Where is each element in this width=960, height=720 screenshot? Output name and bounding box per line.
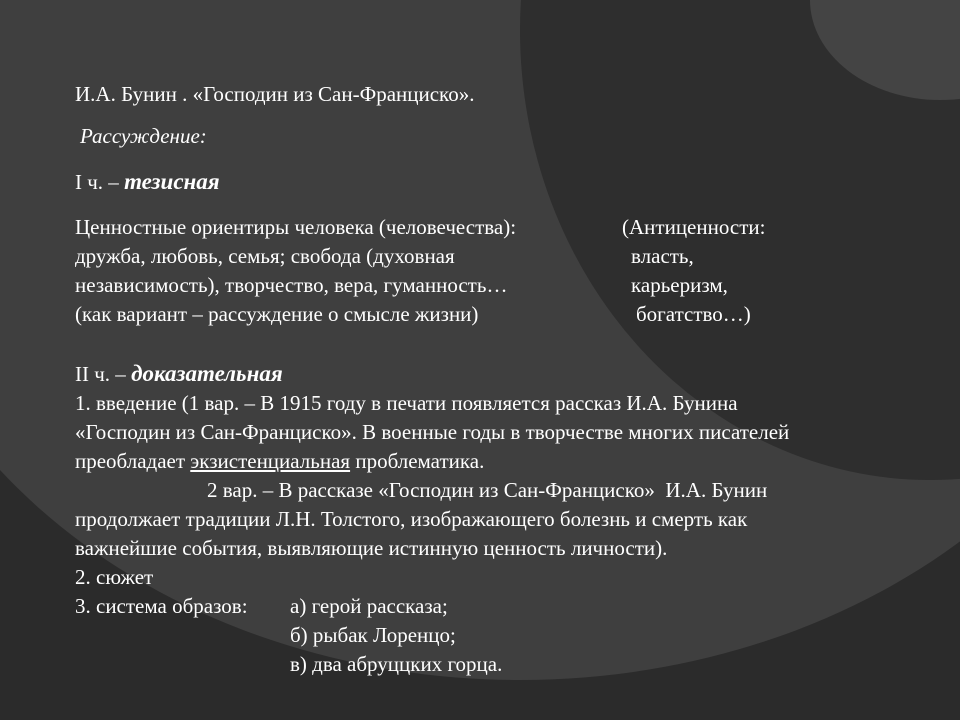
intro-line-1: 1. введение (1 вар. – В 1915 году в печати появляется рассказ И.А. Бунина (75, 391, 738, 415)
values-right-line-1: (Антиценности: (622, 215, 766, 239)
item-images-c: в) два абруццких горца. (290, 652, 503, 676)
part2-label: доказательная (131, 361, 283, 386)
intro-line-3-before: преобладает (75, 449, 191, 473)
part1-heading (75, 167, 220, 197)
intro-line-3-after: проблематика. (350, 449, 485, 473)
item-images-label: 3. система образов: (75, 594, 248, 618)
values-right-line-2: власть, (631, 244, 694, 268)
item-plot: 2. сюжет (75, 565, 154, 589)
values-left-line-3: независимость), творчество, вера, гуманность… (75, 273, 508, 297)
intro-line-3 (75, 447, 484, 476)
part2-heading (75, 359, 283, 389)
part1-label: тезисная (124, 169, 220, 194)
slide-title: И.А. Бунин . «Господин из Сан-Франциско». (75, 82, 475, 106)
values-right-line-4: богатство…) (636, 302, 751, 326)
values-left-line-2: дружба, любовь, семья; свобода (духовная (75, 244, 455, 268)
part1-prefix: I ч. – (75, 170, 125, 194)
variant2-line-1: 2 вар. – В рассказе «Господин из Сан-Франциско» И.А. Бунин (207, 478, 768, 502)
values-right-line-3: карьеризм, (631, 273, 728, 297)
existential-term: экзистенциальная (190, 449, 351, 473)
part2-prefix: II ч. – (75, 362, 132, 386)
item-images-a: а) герой рассказа; (290, 594, 448, 618)
intro-line-2: «Господин из Сан-Франциско». В военные годы в творчестве многих писателей (75, 420, 790, 444)
variant2-line-3: важнейшие события, выявляющие истинную ценность личности). (75, 536, 668, 560)
item-images-b: б) рыбак Лоренцо; (290, 623, 456, 647)
values-left-line-1: Ценностные ориентиры человека (человечества): (75, 215, 517, 239)
variant2-line-2: продолжает традиции Л.Н. Толстого, изображающего болезнь и смерть как (75, 507, 748, 531)
values-left-line-4: (как вариант – рассуждение о смысле жизни) (75, 302, 479, 326)
slide-subtitle: Рассуждение: (80, 124, 207, 148)
